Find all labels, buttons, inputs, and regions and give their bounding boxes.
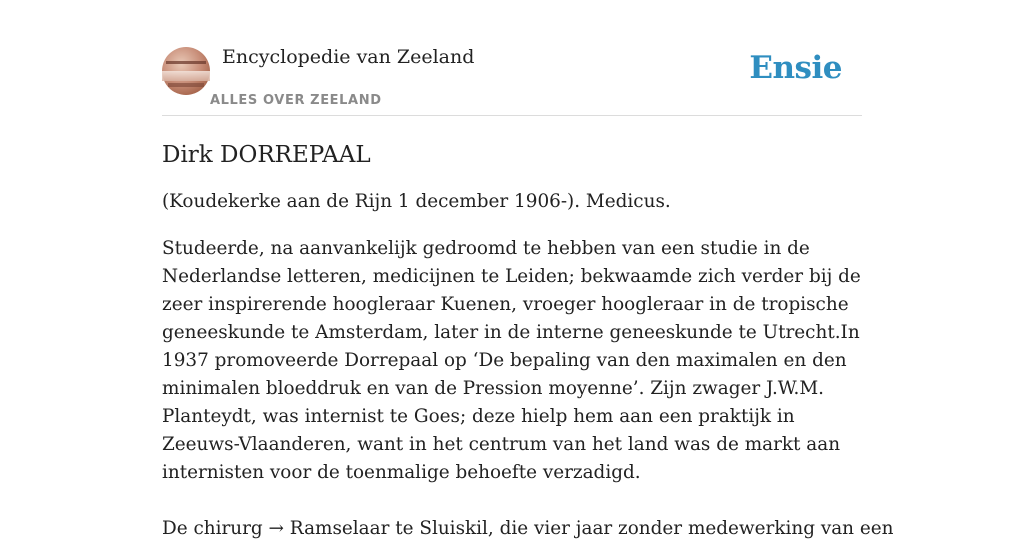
brand-logo[interactable]: Ensie [749,50,842,86]
site-title[interactable]: Encyclopedie van Zeeland [222,46,475,68]
site-header [162,0,862,116]
article-title: Dirk DORREPAAL [162,142,371,168]
article-paragraph: De chirurg → Ramselaar te Sluiskil, die vier jaar zonder medewerking van een [162,518,894,539]
article-lead: (Koudekerke aan de Rijn 1 december 1906-). Medicus. [162,191,671,212]
article-paragraph: Studeerde, na aanvankelijk gedroomd te hebben van een studie in de Nederlandse letteren, medicijnen te Leiden; bekwaamde zich verder bij de zeer inspirerende hoogleraar Kuenen, vroeger hoogleraar in de tropische geneeskunde te Amsterdam, later in de interne geneeskunde te Utrecht.In 1937 promoveerde Dorrepaal op ‘De bepaling van den maximalen en den minimalen bloeddruk en van de Pression moyenne’. Zijn zwager J.W.M. Planteydt, was internist te Goes; deze hielp hem aan een praktijk in Zeeuws-Vlaanderen, want in het centrum van het land was de markt aan internisten voor de toenmalige behoefte verzadigd. [162,238,861,483]
site-avatar-image[interactable] [162,47,210,95]
article [162,138,894,543]
site-subtitle: ALLES OVER ZEELAND [210,93,382,108]
